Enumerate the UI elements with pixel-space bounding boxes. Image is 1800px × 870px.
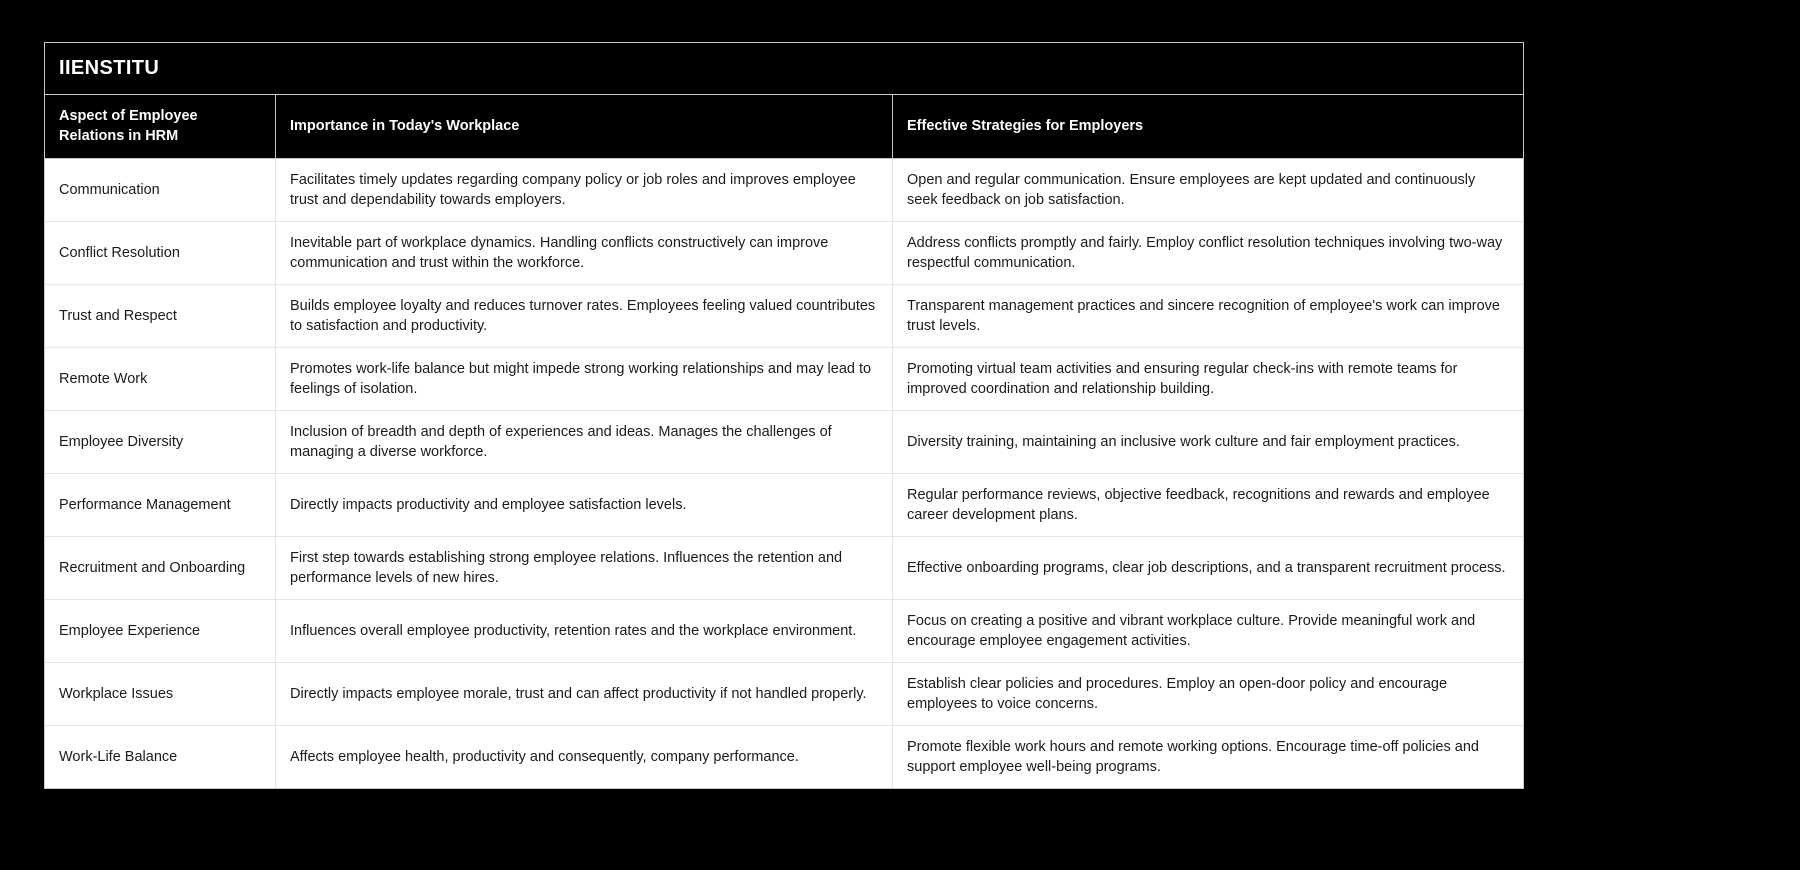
cell-strategy-text: Establish clear policies and procedures. Employ an open-door policy and encourage employees to voice concerns.	[907, 676, 1448, 713]
cell-aspect	[45, 222, 276, 284]
table-row	[45, 222, 1523, 285]
cell-importance-text: Builds employee loyalty and reduces turnover rates. Employees feeling valued countributes to satisfaction and productivity.	[290, 298, 876, 335]
cell-strategy	[893, 222, 1523, 284]
cell-importance	[276, 600, 893, 662]
cell-strategy	[893, 600, 1523, 662]
cell-importance-text: Directly impacts productivity and employee satisfaction levels.	[290, 497, 687, 514]
cell-importance-text: Inclusion of breadth and depth of experiences and ideas. Manages the challenges of managing a diverse workforce.	[290, 424, 832, 461]
cell-aspect	[45, 600, 276, 662]
cell-aspect-text: Workplace Issues	[59, 686, 174, 703]
cell-importance-text: Facilitates timely updates regarding company policy or job roles and improves employee trust and dependability towards employers.	[290, 172, 856, 209]
table-body	[45, 159, 1523, 788]
cell-importance	[276, 474, 893, 536]
cell-aspect-text: Performance Management	[59, 497, 231, 514]
table-row	[45, 159, 1523, 222]
column-header-strategies: Effective Strategies for Employers	[907, 117, 1144, 134]
cell-strategy-text: Focus on creating a positive and vibrant workplace culture. Provide meaningful work and encourage employee engagement activities.	[907, 613, 1476, 650]
table-header-row	[45, 95, 1523, 159]
cell-aspect	[45, 663, 276, 725]
cell-importance	[276, 537, 893, 599]
cell-aspect-text: Employee Experience	[59, 623, 201, 640]
cell-importance	[276, 663, 893, 725]
cell-importance-text: Affects employee health, productivity and consequently, company performance.	[290, 749, 799, 766]
cell-aspect-text: Trust and Respect	[59, 308, 177, 325]
cell-importance-text: Directly impacts employee morale, trust and can affect productivity if not handled properly.	[290, 686, 867, 703]
cell-importance-text: Influences overall employee productivity, retention rates and the workplace environment.	[290, 623, 857, 640]
cell-strategy-text: Address conflicts promptly and fairly. Employ conflict resolution techniques involving two-way respectful communication.	[907, 235, 1503, 272]
cell-strategy	[893, 159, 1523, 221]
cell-strategy-text: Promote flexible work hours and remote working options. Encourage time-off policies and support employee well-being programs.	[907, 739, 1479, 776]
cell-aspect	[45, 159, 276, 221]
cell-strategy	[893, 537, 1523, 599]
cell-importance	[276, 348, 893, 410]
table-row	[45, 726, 1523, 788]
cell-importance-text: Inevitable part of workplace dynamics. Handling conflicts constructively can improve communication and trust within the workforce.	[290, 235, 829, 272]
cell-aspect	[45, 348, 276, 410]
cell-aspect-text: Recruitment and Onboarding	[59, 560, 246, 577]
cell-strategy	[893, 348, 1523, 410]
cell-importance	[276, 159, 893, 221]
cell-aspect-text: Conflict Resolution	[59, 245, 180, 262]
cell-strategy-text: Effective onboarding programs, clear job descriptions, and a transparent recruitment process.	[907, 560, 1506, 577]
cell-aspect	[45, 537, 276, 599]
column-header-aspect: Aspect of Employee Relations in HRM	[45, 95, 276, 158]
cell-aspect	[45, 411, 276, 473]
cell-aspect-text: Remote Work	[59, 371, 148, 388]
table-row	[45, 663, 1523, 726]
brand-logo-text: IIENSTITU	[59, 57, 160, 79]
cell-strategy	[893, 411, 1523, 473]
cell-strategy	[893, 663, 1523, 725]
cell-aspect-text: Communication	[59, 182, 160, 199]
brand-bar	[45, 43, 1523, 95]
cell-strategy-text: Promoting virtual team activities and ensuring regular check-ins with remote teams for improved coordination and relationship building.	[907, 361, 1458, 398]
cell-strategy	[893, 285, 1523, 347]
column-header-importance: Importance in Today's Workplace	[276, 95, 893, 158]
cell-aspect-text: Employee Diversity	[59, 434, 184, 451]
cell-strategy-text: Transparent management practices and sincere recognition of employee's work can improve trust levels.	[907, 298, 1500, 335]
table-row	[45, 411, 1523, 474]
cell-importance-text: Promotes work-life balance but might impede strong working relationships and may lead to feelings of isolation.	[290, 361, 872, 398]
cell-aspect	[45, 726, 276, 788]
cell-strategy-text: Open and regular communication. Ensure employees are kept updated and continuously seek feedback on job satisfaction.	[907, 172, 1476, 209]
table-row	[45, 537, 1523, 600]
cell-importance-text: First step towards establishing strong employee relations. Influences the retention and performance levels of new hires.	[290, 550, 843, 587]
cell-importance	[276, 411, 893, 473]
cell-strategy-text: Diversity training, maintaining an inclusive work culture and fair employment practices.	[907, 434, 1460, 451]
cell-importance	[276, 285, 893, 347]
cell-strategy-text: Regular performance reviews, objective feedback, recognitions and rewards and employee career development plans.	[907, 487, 1490, 524]
cell-importance	[276, 726, 893, 788]
cell-aspect-text: Work-Life Balance	[59, 749, 178, 766]
employee-relations-table-card	[44, 42, 1524, 789]
table-row	[45, 600, 1523, 663]
table-row	[45, 285, 1523, 348]
cell-aspect	[45, 285, 276, 347]
cell-strategy	[893, 474, 1523, 536]
cell-importance	[276, 222, 893, 284]
cell-strategy	[893, 726, 1523, 788]
table-row	[45, 474, 1523, 537]
cell-aspect	[45, 474, 276, 536]
table-row	[45, 348, 1523, 411]
